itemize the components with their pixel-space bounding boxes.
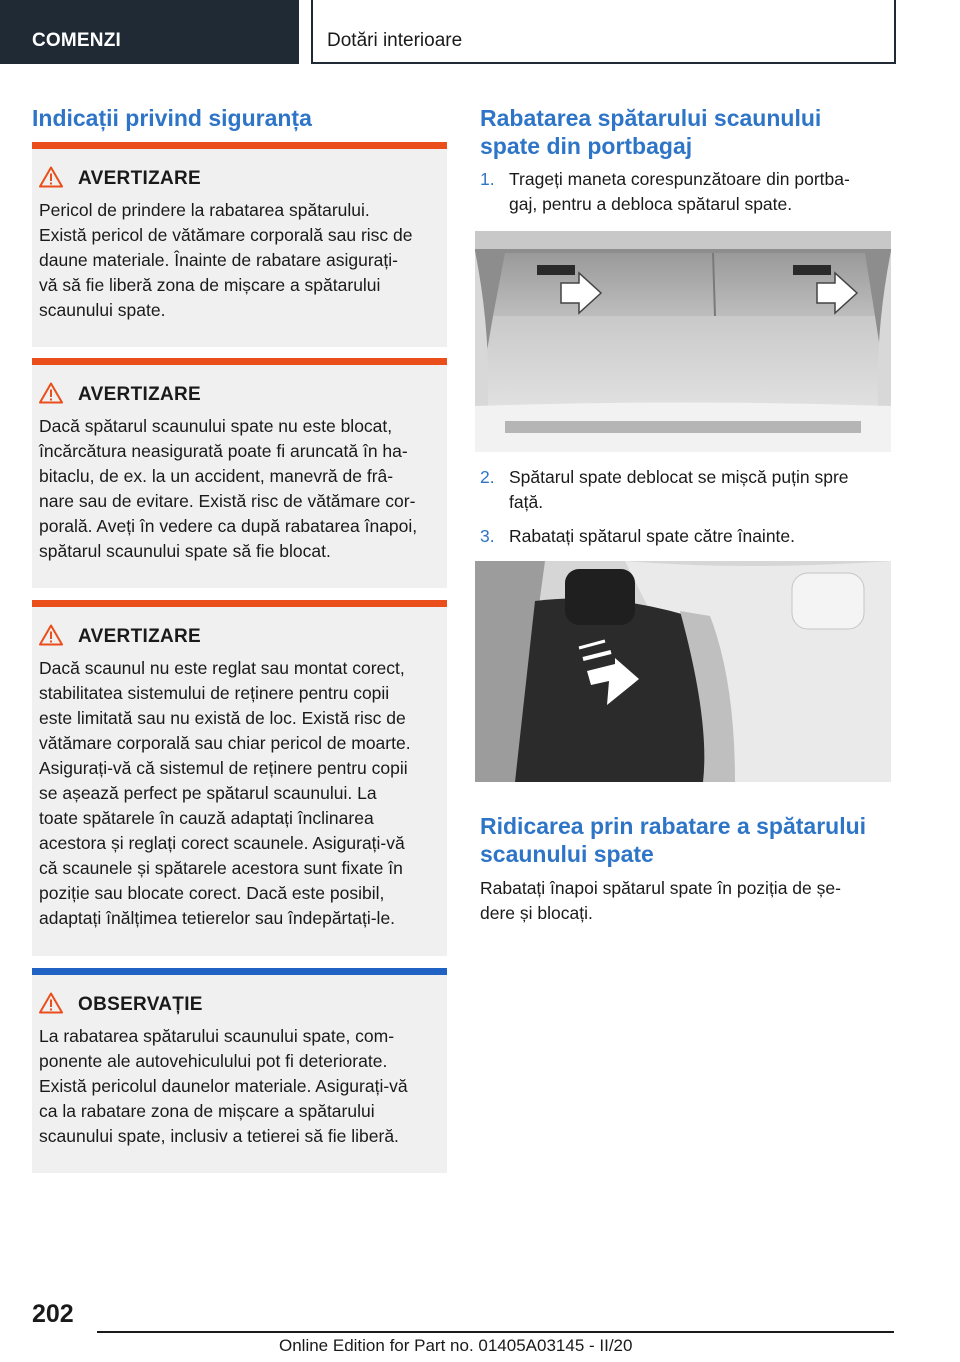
- warning-title: AVERTIZARE: [78, 626, 201, 647]
- warning-text: [39, 198, 445, 323]
- text-line: toate spătarele în cauză adaptați înclinarea: [39, 808, 374, 828]
- text-line: spătarul scaunului spate să fie blocat.: [39, 541, 331, 561]
- heading-raise-seat: [480, 812, 866, 868]
- text-line: vătămare corporală sau chiar pericol de moarte.: [39, 733, 411, 753]
- rear-seat-fold-photo: [475, 561, 891, 782]
- text-line: nare sau de evitare. Există risc de vătămare cor-: [39, 491, 416, 511]
- warning-title: AVERTIZARE: [78, 168, 201, 189]
- warning-triangle-icon: [39, 624, 63, 646]
- warning-triangle-icon: [39, 166, 63, 188]
- step-number: 2.: [480, 467, 495, 487]
- page-number: 202: [32, 1300, 74, 1328]
- raise-seat-text: [480, 876, 890, 926]
- warning-text: [39, 414, 445, 564]
- text-line: Rabatați înapoi spătarul spate în poziția de șe-: [480, 878, 841, 898]
- text-line: adaptați înălțimea tetierelor sau îndepărtați-le.: [39, 908, 396, 928]
- warning-box-1: [32, 142, 447, 347]
- notice-box: [32, 968, 447, 1173]
- heading-line: Ridicarea prin rabatare a spătarului: [480, 813, 867, 839]
- warning-triangle-icon: [39, 992, 63, 1014]
- warning-bar: [32, 358, 447, 365]
- rear-seat-illustration: [475, 561, 891, 782]
- text-line: Spătarul spate deblocat se mișcă puțin spre: [509, 467, 849, 487]
- text-line: acestora și reglați corect scaunele. Asigurați-vă: [39, 833, 405, 853]
- text-line: dere și blocați.: [480, 903, 593, 923]
- text-line: că scaunele și spătarele acestora sunt fixate în: [39, 858, 403, 878]
- step-text: [509, 465, 889, 515]
- text-line: Dacă spătarul scaunului spate nu este blocat,: [39, 416, 393, 436]
- text-line: gaj, pentru a debloca spătarul spate.: [509, 194, 793, 214]
- notice-title: OBSERVAȚIE: [78, 994, 203, 1015]
- text-line: Pericol de prindere la rabatarea spătarului.: [39, 200, 370, 220]
- warning-title: AVERTIZARE: [78, 384, 201, 405]
- text-line: Asigurați-vă că sistemul de reținere pentru copii: [39, 758, 408, 778]
- text-line: stabilitatea sistemului de reținere pentru copii: [39, 683, 390, 703]
- step-number: 3.: [480, 526, 495, 546]
- trunk-release-lever-photo: [475, 231, 891, 452]
- text-line: Există pericolul daunelor materiale. Asigurați-vă: [39, 1076, 408, 1096]
- step-text: [509, 167, 889, 217]
- warning-box-2: [32, 358, 447, 588]
- text-line: Rabatați spătarul spate către înainte.: [509, 526, 796, 546]
- text-line: La rabatarea spătarului scaunului spate, com-: [39, 1026, 395, 1046]
- text-line: ponente ale autovehiculului pot fi deteriorate.: [39, 1051, 388, 1071]
- text-line: ca la rabatare zona de mișcare a spătarului: [39, 1101, 375, 1121]
- text-line: poziție sau blocate corect. Dacă este posibil,: [39, 883, 385, 903]
- footer-divider: [97, 1331, 894, 1333]
- text-line: încărcătura neasigurată poate fi aruncată în ha-: [39, 441, 408, 461]
- text-line: bitaclu, de ex. la un accident, manevră de frâ-: [39, 466, 394, 486]
- notice-text: [39, 1024, 445, 1149]
- step-number: 1.: [480, 169, 495, 189]
- header-section-label: COMENZI: [32, 30, 122, 51]
- step-text: [509, 524, 889, 549]
- warning-bar: [32, 600, 447, 607]
- warning-text: [39, 656, 445, 931]
- text-line: scaunului spate.: [39, 300, 166, 320]
- header-chapter-tab: [311, 0, 896, 64]
- heading-line: scaunului spate: [480, 841, 654, 867]
- footer-edition: Online Edition for Part no. 01405A03145 - II/20: [279, 1336, 633, 1355]
- text-line: vă să fie liberă zona de mișcare a spătarului: [39, 275, 381, 295]
- text-line: este limitată sau nu există de loc. Există risc de: [39, 708, 406, 728]
- heading-line: Rabatarea spătarului scaunului: [480, 105, 822, 131]
- notice-bar: [32, 968, 447, 975]
- warning-bar: [32, 142, 447, 149]
- text-line: daune materiale. Înainte de rabatare asigurați-: [39, 250, 398, 270]
- warning-triangle-icon: [39, 382, 63, 404]
- header-section-tab: [0, 0, 299, 64]
- text-line: Dacă scaunul nu este reglat sau montat corect,: [39, 658, 405, 678]
- heading-line: spate din portbagaj: [480, 133, 693, 159]
- warning-box-3: [32, 600, 447, 956]
- text-line: se așează perfect pe spătarul scaunului. La: [39, 783, 377, 803]
- trunk-illustration: [475, 231, 891, 452]
- text-line: porală. Aveți în vedere ca după rabatarea înapoi,: [39, 516, 418, 536]
- text-line: scaunului spate, inclusiv a tetierei să fie liberă.: [39, 1126, 399, 1146]
- text-line: față.: [509, 492, 544, 512]
- heading-fold-from-trunk: [480, 104, 821, 160]
- heading-safety: Indicații privind siguranța: [32, 105, 312, 131]
- text-line: Trageți maneta corespunzătoare din portba-: [509, 169, 850, 189]
- header-chapter-label: Dotări interioare: [327, 30, 463, 51]
- text-line: Există pericol de vătămare corporală sau risc de: [39, 225, 413, 245]
